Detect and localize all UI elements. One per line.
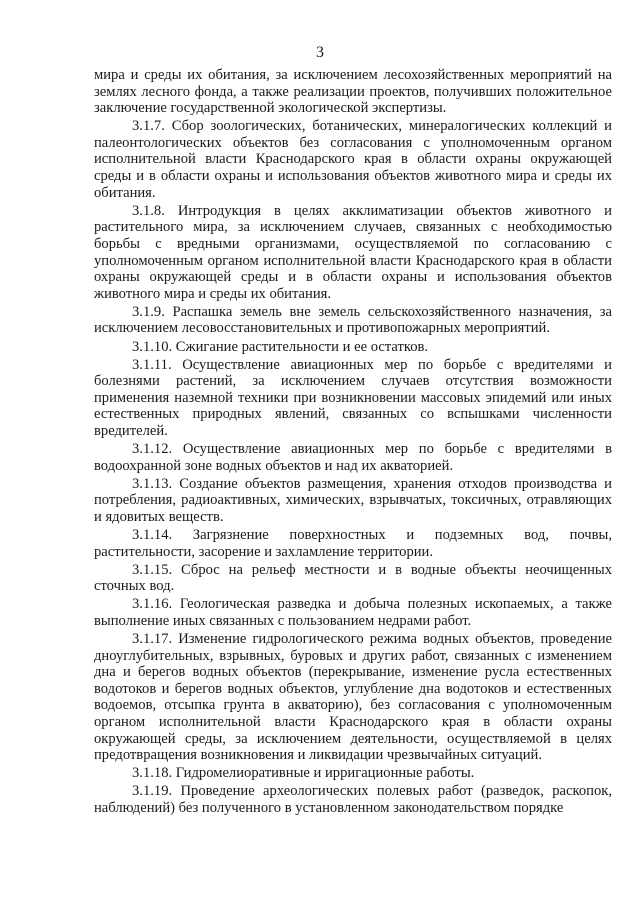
paragraph-3-1-14: 3.1.14. Загрязнение поверхностных и подземных вод, почвы, растительности, засорение и захламление территории. — [94, 527, 612, 560]
document-body — [94, 67, 612, 817]
paragraph-3-1-12: 3.1.12. Осуществление авиационных мер по борьбе с вредителями в водоохранной зоне водных объектов и над их акваторией. — [94, 441, 612, 474]
page-number: 3 — [316, 44, 324, 61]
paragraph-3-1-7: 3.1.7. Сбор зоологических, ботанических, минералогических коллекций и палеонтологических объектов без согласования с уполномоченным органом исполнительной власти Краснодарского края в области охраны окружающей среды и в области охраны и использования объектов животного мира и среды их обитания. — [94, 118, 612, 201]
paragraph-3-1-18: 3.1.18. Гидромелиоративные и ирригационные работы. — [132, 765, 475, 782]
paragraph-continuation: мира и среды их обитания, за исключением лесохозяйственных мероприятий на землях лесного фонда, а также реализации проектов, получивших положительное заключение государственной экологической экспертизы. — [94, 67, 612, 117]
paragraph-3-1-13: 3.1.13. Создание объектов размещения, хранения отходов производства и потребления, радиоактивных, химических, взрывчатых, токсичных, отравляющих и ядовитых веществ. — [94, 475, 612, 525]
paragraph-3-1-10: 3.1.10. Сжигание растительности и ее остатков. — [132, 338, 429, 355]
paragraph-3-1-8: 3.1.8. Интродукция в целях акклиматизации объектов животного и растительного мира, за исключением случаев, связанных с необходимостью борьбы с вредными организмами, осуществляемой по согласованию с уполномоченным органом исполнительной власти Краснодарского края в области охраны окружающей среды и в области охраны и использования объектов животного мира и среды их обитания. — [94, 202, 612, 302]
paragraph-3-1-9: 3.1.9. Распашка земель вне земель сельскохозяйственного назначения, за исключением лесовосстановительных и противопожарных мероприятий. — [94, 303, 612, 337]
paragraph-3-1-11: 3.1.11. Осуществление авиационных мер по борьбе с вредителями и болезнями растений, за исключением случаев отсутствия возможности применения наземной техники при возникновении массовых эпидемий или иных естественных природных явлений, связанных со вспышками численности вредителей. — [94, 356, 612, 439]
paragraph-3-1-15: 3.1.15. Сброс на рельеф местности и в водные объекты неочищенных сточных вод. — [94, 561, 612, 595]
paragraph-3-1-19: 3.1.19. Проведение археологических полевых работ (разведок, раскопок, наблюдений) без полученного в установленном законодательством порядке — [94, 783, 612, 817]
paragraph-3-1-16: 3.1.16. Геологическая разведка и добыча полезных ископаемых, а также выполнение иных связанных с пользованием недрами работ. — [94, 596, 612, 629]
paragraph-3-1-17: 3.1.17. Изменение гидрологического режима водных объектов, проведение дноуглубительных, взрывных, буровых и других работ, связанных с изменением дна и берегов водных объектов (перекрывание, изменение русла естественных водотоков и берегов водных объектов, углубление дна водотоков и естественных водоемов, отсыпка грунта в акваторию), без согласования с уполномоченным органом исполнительной власти Краснодарского края в области охраны окружающей среды, за исключением деятельности, осуществляемой в целях предотвращения возникновения и ликвидации чрезвычайных ситуаций. — [94, 631, 612, 764]
